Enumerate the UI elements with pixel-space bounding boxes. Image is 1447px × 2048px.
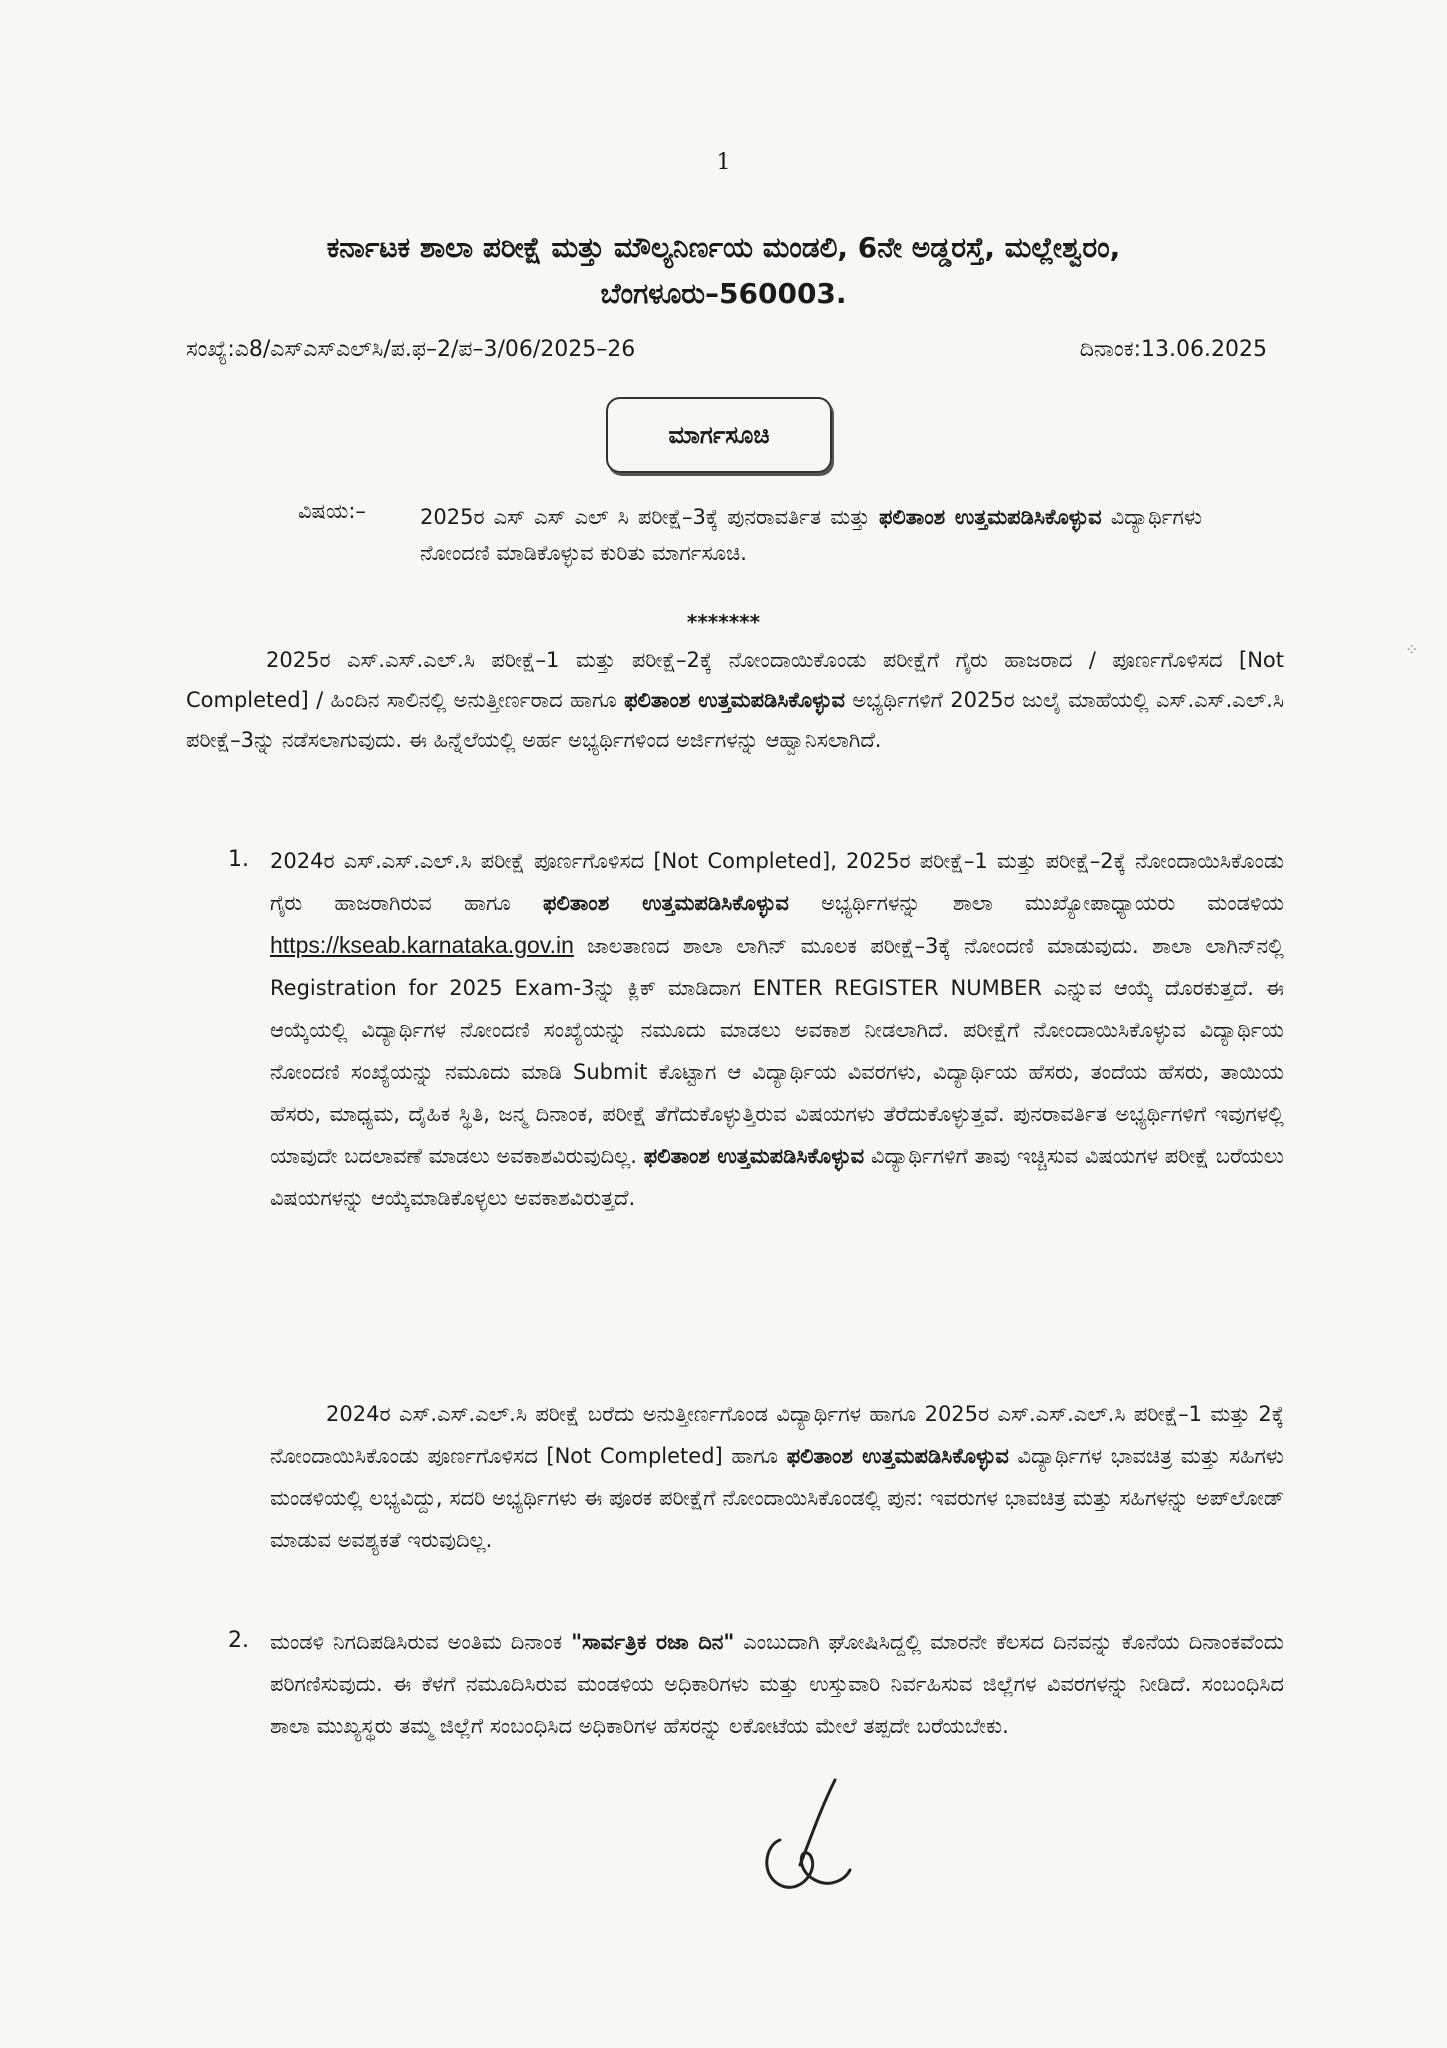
guidelines-title: ಮಾರ್ಗಸೂಚಿ [668,421,770,449]
heading-line-2: ಬೆಂಗಳೂರು–560003. [600,277,847,310]
reference-number: ಸಂಖ್ಯೆ:ಎ8/ಎಸ್ಎಸ್ಎಲ್‌ಸಿ/ಪ.ಫ–2/ಪ–3/06/2025–26 [186,337,636,362]
para-2-part-1: 2024ರ ಎಸ್.ಎಸ್.ಎಲ್.ಸಿ ಪರೀಕ್ಷೆ ಬರೆದು ಅನುತ್ತೀರ್ಣಗೊಂಡ ವಿದ್ಯಾರ್ಥಿಗಳ ಹಾಗೂ 2025ರ ಎಸ್.ಎಸ್.ಎಲ್.ಸಿ ಪರೀಕ್ಷೆ–1 ಮತ್ತು 2ಕ್ಕೆ ನೋಂದಾಯಿಸಿಕೊಂಡು ಪೂರ್ಣಗೊಳಿಸದ [Not Completed] ಹಾಗೂ [270,1402,1284,1468]
scan-mark: ⁘ [1405,640,1419,659]
guidelines-title-box [606,397,832,473]
item-1-bold-2: ಫಲಿತಾಂಶ ಉತ್ತಮಪಡಿಸಿಕೊಳ್ಳುವ [643,1144,865,1168]
signature [740,1770,870,1900]
intro-paragraph [186,640,1284,760]
item-2-number: 2. [228,1628,249,1653]
item-1-part-4: ವಿದ್ಯಾರ್ಥಿಗಳಿಗೆ ತಾವು ಇಚ್ಚಿಸುವ ವಿಷಯಗಳ ಪರೀಕ್ಷೆ ಬರೆಯಲು ವಿಷಯಗಳನ್ನು ಆಯ್ಕೆಮಾಡಿಕೊಳ್ಳಲು ಅವಕಾಶವಿರುತ್ತದೆ. [270,1144,1285,1210]
item-1-part-1: 2024ರ ಎಸ್.ಎಸ್.ಎಲ್.ಸಿ ಪರೀಕ್ಷೆ ಪೂರ್ಣಗೊಳಿಸದ [Not Completed], 2025ರ ಪರೀಕ್ಷೆ–1 ಮತ್ತು ಪರೀಕ್ಷೆ–2ಕ್ಕೆ ನೋಂದಾಯಿಸಿಕೊಂಡು ಗೈರು ಹಾಜರಾಗಿರುವ ಹಾಗೂ [270,849,1284,915]
intro-part-2: ಅಭ್ಯರ್ಥಿಗಳಿಗೆ 2025ರ ಜುಲೈ ಮಾಹೆಯಲ್ಲಿ ಎಸ್.ಎಸ್.ಎಲ್.ಸಿ ಪರೀಕ್ಷೆ–3ನ್ನು ನಡೆಸಲಾಗುವುದು. ಈ ಹಿನ್ನೆಲೆಯಲ್ಲಿ ಅರ್ಹ ಅಭ್ಯರ್ಥಿಗಳಿಂದ ಅರ್ಜಿಗಳನ್ನು ಆಹ್ವಾನಿಸಲಾಗಿದೆ. [186,688,1284,752]
item-1-part-2: ಅಭ್ಯರ್ಥಿಗಳನ್ನು ಶಾಲಾ ಮುಖ್ಯೋಪಾಧ್ಯಾಯರು ಮಂಡಳಿಯ [788,891,1284,915]
heading-line-1: ಕರ್ನಾಟಕ ಶಾಲಾ ಪರೀಕ್ಷೆ ಮತ್ತು ಮೌಲ್ಯನಿರ್ಣಯ ಮಂಡಲಿ, 6ನೇ ಅಡ್ಡರಸ್ತೆ, ಮಲ್ಲೇಶ್ವರಂ, [326,231,1121,264]
page-number: 1 [716,150,731,175]
subject-part-1: 2025ರ ಎಸ್ ಎಸ್ ಎಲ್ ಸಿ ಪರೀಕ್ಷೆ–3ಕ್ಕೆ ಪುನರಾವರ್ತಿತ ಮತ್ತು [420,505,879,529]
subject-part-2: ವಿದ್ಯಾರ್ಥಿಗಳು ನೋಂದಣಿ ಮಾಡಿಕೊಳ್ಳುವ ಕುರಿತು ಮಾರ್ಗಸೂಚಿ. [420,505,1203,565]
item-2-part-2: ಎಂಬುದಾಗಿ ಘೋಷಿಸಿದ್ದಲ್ಲಿ ಮಾರನೇ ಕೆಲಸದ ದಿನವನ್ನು ಕೊನೆಯ ದಿನಾಂಕವೆಂದು ಪರಿಗಣಿಸುವುದು. ಈ ಕೆಳಗೆ ನಮೂದಿಸಿರುವ ಮಂಡಳಿಯ ಅಧಿಕಾರಿಗಳು ಮತ್ತು ಉಸ್ತುವಾರಿ ನಿರ್ವಹಿಸುವ ಜಿಲ್ಲೆಗಳ ವಿವರಗಳನ್ನು ನೀಡಿದೆ. ಸಂಬಂಧಿಸಿದ ಶಾಲಾ ಮುಖ್ಯಸ್ಥರು ತಮ್ಮ ಜಿಲ್ಲೆಗೆ ಸಂಬಂಧಿಸಿದ ಅಧಿಕಾರಿಗಳ ಹೆಸರನ್ನು ಲಕೋಟೆಯ ಮೇಲೆ ತಪ್ಪದೇ ಬರೆಯಬೇಕು. [270,1630,1284,1738]
subject-text [420,499,1202,571]
para-2-bold: ಫಲಿತಾಂಶ ಉತ್ತಮಪಡಿಸಿಕೊಳ್ಳುವ [786,1444,1009,1468]
intro-part-1: 2025ರ ಎಸ್.ಎಸ್.ಎಲ್.ಸಿ ಪರೀಕ್ಷೆ–1 ಮತ್ತು ಪರೀಕ್ಷೆ–2ಕ್ಕೆ ನೋಂದಾಯಿಕೊಂಡು ಪರೀಕ್ಷೆಗೆ ಗೈರು ಹಾಜರಾದ / ಪೂರ್ಣಗೊಳಿಸದ [Not Completed] / ಹಿಂದಿನ ಸಾಲಿನಲ್ಲಿ ಅನುತ್ತೀರ್ಣರಾದ ಹಾಗೂ [186,648,1284,712]
item-2-text [270,1621,1284,1747]
intro-bold: ಫಲಿತಾಂಶ ಉತ್ತಮಪಡಿಸಿಕೊಳ್ಳುವ [624,688,845,712]
item-1-part-3: ಜಾಲತಾಣದ ಶಾಲಾ ಲಾಗಿನ್ ಮೂಲಕ ಪರೀಕ್ಷೆ–3ಕ್ಕೆ ನೋಂದಣಿ ಮಾಡುವುದು. ಶಾಲಾ ಲಾಗಿನ್‌ನಲ್ಲಿ Registration for 2025 Exam-3ನ್ನು ಕ್ಲಿಕ್ ಮಾಡಿದಾಗ ENTER REGISTER NUMBER ಎನ್ನುವ ಆಯ್ಕೆ ದೊರಕುತ್ತದೆ. ಈ ಆಯ್ಕೆಯಲ್ಲಿ ವಿದ್ಯಾರ್ಥಿಗಳ ನೋಂದಣಿ ಸಂಖ್ಯೆಯನ್ನು ನಮೂದು ಮಾಡಲು ಅವಕಾಶ ನೀಡಲಾಗಿದೆ. ಪರೀಕ್ಷೆಗೆ ನೋಂದಾಯಿಸಿಕೊಳ್ಳುವ ವಿದ್ಯಾರ್ಥಿಯ ನೋಂದಣಿ ಸಂಖ್ಯೆಯನ್ನು ನಮೂದು ಮಾಡಿ Submit ಕೊಟ್ಟಾಗ ಆ ವಿದ್ಯಾರ್ಥಿಯ ವಿವರಗಳು, ವಿದ್ಯಾರ್ಥಿಯ ಹೆಸರು, ತಂದೆಯ ಹೆಸರು, ತಾಯಿಯ ಹೆಸರು, ಮಾಧ್ಯಮ, ದೈಹಿಕ ಸ್ಥಿತಿ, ಜನ್ಮ ದಿನಾಂಕ, ಪರೀಕ್ಷೆ ತೆಗೆದುಕೊಳ್ಳುತ್ತಿರುವ ವಿಷಯಗಳು ತೆರೆದುಕೊಳ್ಳುತ್ತವೆ. ಪುನರಾವರ್ತಿತ ಅಭ್ಯರ್ಥಿಗಳಿಗೆ ಇವುಗಳಲ್ಲಿ ಯಾವುದೇ ಬದಲಾವಣೆ ಮಾಡಲು ಅವಕಾಶವಿರುವುದಿಲ್ಲ. [270,934,1284,1168]
kseab-website-link[interactable]: https://kseab.karnataka.gov.in [270,932,574,958]
para-2-part-2: ವಿದ್ಯಾರ್ಥಿಗಳ ಭಾವಚಿತ್ರ ಮತ್ತು ಸಹಿಗಳು ಮಂಡಳಿಯಲ್ಲಿ ಲಭ್ಯವಿದ್ದು, ಸದರಿ ಅಭ್ಯರ್ಥಿಗಳು ಈ ಪೂರಕ ಪರೀಕ್ಷೆಗೆ ನೋಂದಾಯಿಸಿಕೊಂಡಲ್ಲಿ ಪುನ: ಇವರುಗಳ ಭಾವಚಿತ್ರ ಮತ್ತು ಸಹಿಗಳನ್ನು ಅಪ್‌ಲೋಡ್ ಮಾಡುವ ಅವಶ್ಯಕತೆ ಇರುವುದಿಲ್ಲ. [270,1444,1284,1552]
item-2-bold: "ಸಾರ್ವತ್ರಿಕ ರಜಾ ದಿನ" [571,1630,735,1654]
item-1-text [270,840,1284,1219]
paragraph-2 [270,1393,1284,1561]
subject-bold: ಫಲಿತಾಂಶ ಉತ್ತಮಪಡಿಸಿಕೊಳ್ಳುವ [878,505,1102,529]
separator: ******* [686,610,761,634]
item-1-bold-1: ಫಲಿತಾಂಶ ಉತ್ತಮಪಡಿಸಿಕೊಳ್ಳುವ [543,891,789,915]
document-heading [160,225,1287,317]
item-2-part-1: ಮಂಡಳಿ ನಿಗದಿಪಡಿಸಿರುವ ಅಂತಿಮ ದಿನಾಂಕ [270,1630,572,1654]
item-1-number: 1. [228,847,249,872]
document-date: ದಿನಾಂಕ:13.06.2025 [1079,337,1267,362]
subject-label: ವಿಷಯ:– [298,499,366,523]
